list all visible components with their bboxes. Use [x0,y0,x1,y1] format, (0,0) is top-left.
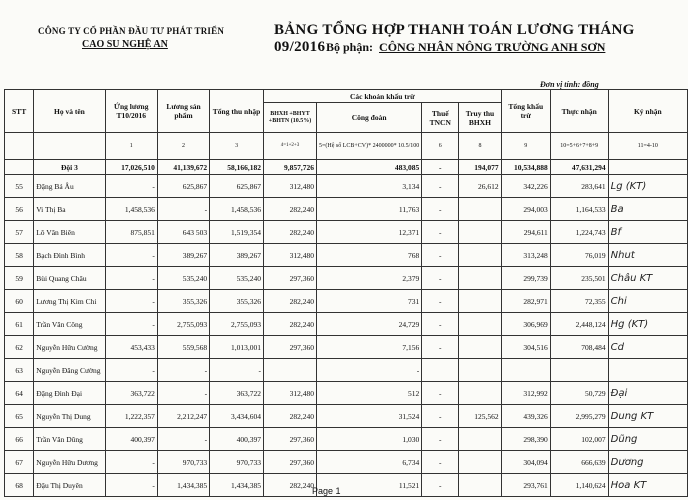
cell-tax: - [422,267,459,290]
cell-name: Nguyễn Thị Dung [34,405,105,428]
table-row [5,451,688,474]
cell-tax: - [422,221,459,244]
cell-insurance: 282,240 [263,405,316,428]
cell-total-ded: 294,611 [501,221,550,244]
cell-recovery [459,359,501,382]
cell-advance: - [105,313,157,336]
cell-total-ded: 306,969 [501,313,550,336]
cell-advance: - [105,451,157,474]
header-total-deductions: Tổng khấu trừ [501,90,550,133]
cell-insurance: 282,240 [263,290,316,313]
header-advance: Ứng lương T10/2016 [105,90,157,133]
cell-recovery [459,428,501,451]
cell-union: 2,379 [317,267,422,290]
table-row [5,313,688,336]
header-tax: Thuế TNCN [422,103,459,133]
cell-total-ded: 439,326 [501,405,550,428]
index-cell: 5=(Hệ số LCB+CV)* 2400000* 10.5/100 [317,133,422,160]
cell-stt: 66 [5,428,34,451]
index-cell: 1 [105,133,157,160]
header-recovery: Truy thu BHXH [459,103,501,133]
cell-name: Lô Văn Biên [34,221,105,244]
cell-advance: - [105,474,157,497]
cell-product: 2,755,093 [157,313,209,336]
index-cell: 3 [210,133,264,160]
table-row [5,382,688,405]
page-number: Page 1 [312,486,341,496]
cell-insurance: 312,480 [263,175,316,198]
cell-union: 1,030 [317,428,422,451]
index-cell: 10=5+6+7+8+9 [550,133,608,160]
cell-union: 768 [317,244,422,267]
cell-net: 2,995,279 [550,405,608,428]
cell-total-ded: 294,003 [501,198,550,221]
signature-cell: Hg (KT) [608,313,687,336]
cell-income: 1,458,536 [210,198,264,221]
cell-total-ded: 298,390 [501,428,550,451]
cell-stt: 57 [5,221,34,244]
cell-recovery [459,336,501,359]
table-row [5,244,688,267]
cell-union: 11,763 [317,198,422,221]
cell-product: 643 503 [157,221,209,244]
cell-income: 625,867 [210,175,264,198]
total-insurance: 9,857,726 [263,160,316,175]
cell-name: Nguyễn Đăng Cường [34,359,105,382]
header-name: Họ và tên [34,90,105,133]
cell-recovery [459,474,501,497]
cell-net: 666,639 [550,451,608,474]
cell-income: 970,733 [210,451,264,474]
total-net: 47,631,294 [550,160,608,175]
cell-product: 2,212,247 [157,405,209,428]
index-cell [34,133,105,160]
index-cell: 2 [157,133,209,160]
cell-stt: 59 [5,267,34,290]
cell-income: 1,519,354 [210,221,264,244]
cell-net: 283,641 [550,175,608,198]
table-row [5,336,688,359]
cell-name: Đặng Bá Âu [34,175,105,198]
cell-net: 708,484 [550,336,608,359]
index-cell: 8 [459,133,501,160]
total-cell [5,160,34,175]
cell-tax [422,359,459,382]
cell-tax: - [422,198,459,221]
cell-name: Đặng Đình Đại [34,382,105,405]
table-row [5,198,688,221]
cell-union: 24,729 [317,313,422,336]
cell-union: 11,521 [317,474,422,497]
signature-cell: Dũng [608,428,687,451]
cell-name: Trần Văn Công [34,313,105,336]
cell-name: Trần Văn Dũng [34,428,105,451]
cell-union: 12,371 [317,221,422,244]
cell-tax: - [422,175,459,198]
cell-name: Đậu Thị Duyên [34,474,105,497]
cell-income: 2,755,093 [210,313,264,336]
index-row [5,133,688,160]
cell-net: 1,224,743 [550,221,608,244]
total-tax: - [422,160,459,175]
signature-cell: Bf [608,221,687,244]
cell-product: - [157,382,209,405]
cell-insurance: 312,480 [263,382,316,405]
cell-stt: 58 [5,244,34,267]
subcompany-name: CAO SU NGHỆ AN [82,39,168,50]
total-recovery: 194,077 [459,160,501,175]
company-name: CÔNG TY CỔ PHẦN ĐẦU TƯ PHÁT TRIỂN [38,26,225,36]
table-row [5,221,688,244]
cell-tax: - [422,474,459,497]
document-title: BẢNG TỔNG HỢP THANH TOÁN LƯƠNG THÁNG 09/2016 [274,22,635,55]
cell-recovery: 125,562 [459,405,501,428]
signature-cell [608,359,687,382]
index-cell: 4=1+2+3 [263,133,316,160]
cell-stt: 68 [5,474,34,497]
cell-insurance: 297,360 [263,451,316,474]
signature-cell: Cd [608,336,687,359]
cell-income: 389,267 [210,244,264,267]
cell-name: Vi Thị Ba [34,198,105,221]
cell-net: 2,448,124 [550,313,608,336]
cell-recovery [459,244,501,267]
cell-net [550,359,608,382]
cell-insurance: 297,360 [263,267,316,290]
cell-recovery [459,198,501,221]
index-cell: 9 [501,133,550,160]
table-row [5,359,688,382]
cell-product: 389,267 [157,244,209,267]
total-union: 483,085 [317,160,422,175]
cell-recovery: 26,612 [459,175,501,198]
cell-insurance: 282,240 [263,221,316,244]
cell-union: 3,134 [317,175,422,198]
cell-insurance: 312,480 [263,244,316,267]
cell-tax: - [422,405,459,428]
cell-insurance: 282,240 [263,313,316,336]
header-insurance: BHXH +BHYT +BHTN (10.5%) [263,103,316,133]
header-income: Tổng thu nhập [210,90,264,133]
signature-cell: Hoa KT [608,474,687,497]
payroll-table [4,89,688,497]
cell-union: 512 [317,382,422,405]
table-row [5,474,688,497]
cell-income: - [210,359,264,382]
cell-net: 102,007 [550,428,608,451]
cell-tax: - [422,428,459,451]
cell-tax: - [422,313,459,336]
cell-stt: 67 [5,451,34,474]
header-sign: Ký nhận [608,90,687,133]
total-row [5,160,688,175]
cell-product: 355,326 [157,290,209,313]
cell-name: Nguyễn Hữu Cường [34,336,105,359]
cell-total-ded: 304,516 [501,336,550,359]
total-income: 58,166,182 [210,160,264,175]
cell-product: - [157,359,209,382]
cell-advance: 875,851 [105,221,157,244]
cell-advance: 1,222,357 [105,405,157,428]
cell-advance: 1,458,536 [105,198,157,221]
cell-product: 559,568 [157,336,209,359]
signature-cell: Nhut [608,244,687,267]
total-deductions: 10,534,888 [501,160,550,175]
header-net: Thực nhận [550,90,608,133]
cell-total-ded [501,359,550,382]
cell-product: 535,240 [157,267,209,290]
cell-insurance: 297,360 [263,428,316,451]
table-row [5,175,688,198]
cell-advance: - [105,359,157,382]
cell-income: 535,240 [210,267,264,290]
dept-label: Bộ phận: [326,40,374,54]
cell-union: 31,524 [317,405,422,428]
cell-income: 1,013,001 [210,336,264,359]
total-sign [608,160,687,175]
cell-income: 3,434,604 [210,405,264,428]
total-advance: 17,026,510 [105,160,157,175]
cell-advance: - [105,175,157,198]
cell-total-ded: 304,094 [501,451,550,474]
cell-income: 355,326 [210,290,264,313]
cell-stt: 55 [5,175,34,198]
signature-cell: Châu KT [608,267,687,290]
cell-stt: 62 [5,336,34,359]
cell-net: 76,019 [550,244,608,267]
cell-stt: 60 [5,290,34,313]
cell-insurance [263,359,316,382]
cell-product: - [157,198,209,221]
cell-union: 731 [317,290,422,313]
cell-net: 50,729 [550,382,608,405]
cell-union: 7,156 [317,336,422,359]
cell-name: Bùi Quang Châu [34,267,105,290]
signature-cell: Dương [608,451,687,474]
index-cell [5,133,34,160]
cell-insurance: 282,240 [263,198,316,221]
cell-net: 1,140,624 [550,474,608,497]
cell-advance: 453,433 [105,336,157,359]
cell-tax: - [422,336,459,359]
signature-cell: Chi [608,290,687,313]
cell-recovery [459,451,501,474]
cell-total-ded: 342,226 [501,175,550,198]
cell-union: 6,734 [317,451,422,474]
cell-stt: 64 [5,382,34,405]
cell-name: Nguyễn Hữu Dương [34,451,105,474]
index-cell: 11=4-10 [608,133,687,160]
cell-advance: - [105,244,157,267]
cell-net: 235,501 [550,267,608,290]
total-product: 41,139,672 [157,160,209,175]
cell-stt: 56 [5,198,34,221]
cell-product: 625,867 [157,175,209,198]
cell-product: 970,733 [157,451,209,474]
cell-income: 400,397 [210,428,264,451]
cell-recovery [459,382,501,405]
cell-total-ded: 299,739 [501,267,550,290]
index-cell: 6 [422,133,459,160]
cell-recovery [459,290,501,313]
cell-stt: 61 [5,313,34,336]
cell-stt: 65 [5,405,34,428]
table-row [5,405,688,428]
table-row [5,428,688,451]
cell-advance: - [105,290,157,313]
signature-cell: Lg (KT) [608,175,687,198]
cell-total-ded: 282,971 [501,290,550,313]
cell-tax: - [422,382,459,405]
cell-insurance: 282,240 [263,474,316,497]
cell-insurance: 297,360 [263,336,316,359]
header-stt: STT [5,90,34,133]
cell-advance: - [105,267,157,290]
total-label: Đội 3 [34,160,105,175]
header-union: Công đoàn [317,103,422,133]
cell-union: - [317,359,422,382]
dept-value: CÔNG NHÂN NÔNG TRƯỜNG ANH SƠN [379,40,606,54]
cell-income: 1,434,385 [210,474,264,497]
signature-cell: Đại [608,382,687,405]
cell-name: Lương Thị Kim Chi [34,290,105,313]
cell-recovery [459,267,501,290]
department-line [326,40,605,55]
cell-stt: 63 [5,359,34,382]
cell-total-ded: 313,248 [501,244,550,267]
cell-tax: - [422,290,459,313]
cell-product: 1,434,385 [157,474,209,497]
cell-recovery [459,221,501,244]
cell-advance: 363,722 [105,382,157,405]
unit-note: Đơn vị tính: đồng [540,80,599,89]
header-deductions: Các khoản khấu trừ [263,90,501,103]
cell-tax: - [422,451,459,474]
cell-name: Bạch Đình Bình [34,244,105,267]
table-row [5,290,688,313]
cell-advance: 400,397 [105,428,157,451]
cell-net: 72,355 [550,290,608,313]
cell-net: 1,164,533 [550,198,608,221]
cell-tax: - [422,244,459,267]
cell-recovery [459,313,501,336]
cell-total-ded: 312,992 [501,382,550,405]
table-row [5,267,688,290]
signature-cell: Ba [608,198,687,221]
cell-income: 363,722 [210,382,264,405]
cell-total-ded: 293,761 [501,474,550,497]
header-product: Lương sản phẩm [157,90,209,133]
signature-cell: Dung KT [608,405,687,428]
cell-product: - [157,428,209,451]
